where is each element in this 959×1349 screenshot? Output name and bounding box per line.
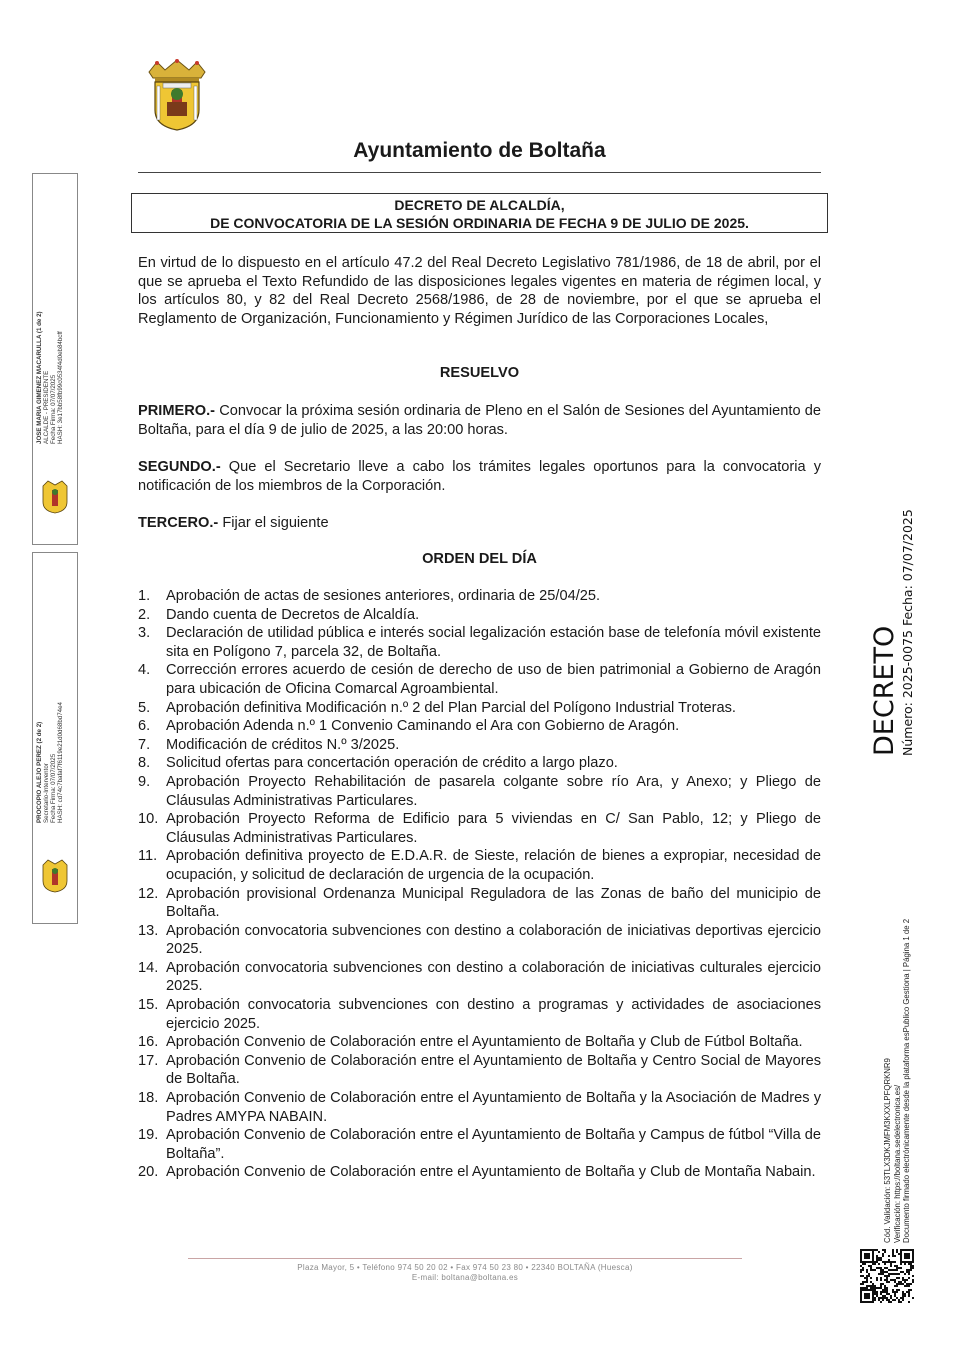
agenda-item-text: Declaración de utilidad pública e interés social legalización estación base de telefonía móvil existente sita en Polígono 7, parcela 32, de Boltaña.	[166, 625, 821, 660]
signature-box-mayor	[32, 173, 78, 545]
agenda-item-text: Aprobación Proyecto Rehabilitación de pasarela colgante sobre río Ara, y Anexo; y Pliego de Cláusulas Administrativas Particulares.	[166, 773, 821, 809]
agenda-item-text: Aprobación Convenio de Colaboración entre el Ayuntamiento de Boltaña y Club de Montaña Nabain.	[166, 1164, 816, 1181]
agenda-item-text: Aprobación convocatoria subvenciones con destino a colaboración de iniciativas culturales ejercicio 2025.	[166, 959, 821, 995]
agenda-item-number: 19.	[138, 1127, 159, 1144]
agenda-item-text: Aprobación definitiva proyecto de E.D.A.R. de Sieste, relación de bienes a expropiar, necesidad de ocupación, y solicitud de declaración de urgencia de la ocupación.	[166, 848, 821, 883]
stamp-word: DECRETO	[869, 625, 900, 756]
stamp-number-date: Número: 2025-0075 Fecha: 07/07/2025	[900, 509, 915, 756]
agenda-item	[138, 606, 821, 625]
agenda-item-number: 6.	[138, 718, 151, 735]
agenda-item-number: 2.	[138, 606, 151, 623]
signer-role: ALCALDE - PRESIDENTE	[43, 370, 50, 444]
decree-title-line2: DE CONVOCATORIA DE LA SESIÓN ORDINARIA DE FECHA 9 DE JULIO DE 2025.	[210, 215, 749, 231]
agenda-item	[138, 754, 821, 773]
agenda-item	[138, 624, 821, 661]
agenda-item-number: 8.	[138, 755, 151, 772]
agenda-item	[138, 661, 821, 698]
agenda-item-text: Aprobación de actas de sesiones anteriores, ordinaria de 25/04/25.	[166, 588, 601, 604]
agenda-item-text: Aprobación convocatoria subvenciones con destino a colaboración de iniciativas deportivas ejercicio 2025.	[166, 922, 821, 958]
agenda-item	[138, 1052, 821, 1089]
organization-title: Ayuntamiento de Boltaña	[353, 139, 606, 162]
primero-paragraph	[138, 402, 821, 439]
agenda-item	[138, 810, 821, 847]
intro-paragraph: En virtud de lo dispuesto en el artículo 47.2 del Real Decreto Legislativo 781/1986, de 18 de abril, por el que se aprueba el Texto Refundido de las disposiciones legales vigentes en materia de régimen local, y los artículos 80, y 82 del Real Decreto 2568/1986, de 28 de noviembre, por el que se aprueba el Reglamento de Organización, Funcionamiento y Régimen Jurídico de las Corporaciones Locales,	[138, 255, 821, 327]
signature-date: Fecha Firma: 07/07/2025	[50, 374, 57, 444]
agenda-item	[138, 773, 821, 810]
footer-divider	[188, 1258, 742, 1259]
segundo-label: SEGUNDO.-	[138, 459, 221, 475]
footer-line2: E-mail: boltana@boltana.es	[411, 1273, 519, 1282]
coat-of-arms-icon	[143, 58, 211, 132]
signature-hash: HASH: 3e17bb58fb99c0534f4d0eb84bcff	[57, 331, 64, 444]
agenda-list	[138, 587, 821, 1182]
agenda-item	[138, 1163, 821, 1182]
agenda-item-number: 1.	[138, 588, 151, 604]
segundo-text: Que el Secretario lleve a cabo los trámites legales oportunos para la convocatoria y notificación de los miembros de la Corporación.	[138, 459, 821, 494]
agenda-item-number: 15.	[138, 997, 159, 1014]
agenda-item	[138, 587, 821, 606]
segundo-paragraph	[138, 458, 821, 495]
verification-block	[883, 838, 923, 1243]
agenda-item	[138, 996, 821, 1033]
agenda-item	[138, 959, 821, 996]
agenda-item-text: Corrección errores acuerdo de cesión de derecho de uso de bien patrimonial a Gobierno de Aragón para ubicación de Oficina Comarcal Agroambiental.	[166, 662, 821, 697]
agenda-item	[138, 847, 821, 884]
verification-url[interactable]: Verificación: https://boltana.sedelectronica.es/	[892, 1084, 902, 1243]
signer-name: PROCOPIO ALEJO PEREZ (2 de 2)	[36, 721, 43, 823]
signature-box-secretary	[32, 552, 78, 924]
page-info: Documento firmado electrónicamente desde la plataforma esPublico Gestiona | Página 1 de 2	[902, 918, 912, 1243]
signature-text	[36, 144, 76, 444]
agenda-item-number: 3.	[138, 625, 151, 642]
title-divider	[138, 172, 821, 173]
agenda-item-number: 13.	[138, 922, 159, 939]
agenda-item	[138, 1089, 821, 1126]
validation-code: Cód. Validación: 53TLX3DKJMFM3KXXLPFQRKNR9	[883, 1058, 892, 1243]
agenda-item-text: Aprobación Proyecto Reforma de Edificio para 5 viviendas en C/ San Pablo, 12; y Pliego de Cláusulas Administrativas Particulares.	[166, 811, 821, 846]
agenda-item-number: 5.	[138, 699, 151, 716]
signature-text	[36, 523, 76, 823]
agenda-item-text: Aprobación Convenio de Colaboración entre el Ayuntamiento de Boltaña y la Asociación de Madres y Padres AMYPA NABAIN.	[166, 1090, 821, 1125]
decree-title-line1: DECRETO DE ALCALDÍA,	[394, 197, 565, 213]
tercero-paragraph	[138, 514, 821, 533]
agenda-item-text: Aprobación convocatoria subvenciones con destino a programas y actividades de asociaciones ejercicio 2025.	[166, 997, 821, 1032]
decree-stamp	[870, 488, 916, 758]
tercero-label: TERCERO.-	[138, 515, 219, 531]
agenda-item-text: Solicitud ofertas para concertación operación de crédito a largo plazo.	[166, 755, 618, 772]
agenda-item-number: 17.	[138, 1052, 159, 1069]
agenda-item	[138, 717, 821, 736]
qr-code-icon	[860, 1249, 914, 1303]
agenda-item-text: Aprobación Convenio de Colaboración entre el Ayuntamiento de Boltaña y Club de Fútbol Boltaña.	[166, 1034, 803, 1051]
agenda-item-number: 18.	[138, 1090, 159, 1107]
agenda-item	[138, 736, 821, 755]
agenda-item	[138, 1033, 821, 1052]
orden-del-dia-heading: ORDEN DEL DÍA	[422, 551, 537, 567]
signature-hash: HASH: cd74c7bafaf7f6119e21d0d68bd74e4	[57, 702, 64, 823]
signer-name: JOSE MARIA GIMENEZ MACARULLA (1 de 2)	[36, 311, 43, 444]
footer-address	[188, 1263, 742, 1283]
agenda-item-number: 4.	[138, 662, 151, 679]
agenda-item	[138, 699, 821, 718]
agenda-item-number: 10.	[138, 811, 159, 828]
agenda-item-text: Aprobación definitiva Modificación n.º 2 del Plan Parcial del Polígono Industrial Troteras.	[166, 699, 736, 716]
agenda-item	[138, 885, 821, 922]
agenda-item-text: Aprobación Adenda n.º 1 Convenio Caminando el Ara con Gobierno de Aragón.	[166, 718, 680, 735]
primero-label: PRIMERO.-	[138, 403, 216, 419]
footer-line1: Plaza Mayor, 5 • Teléfono 974 50 20 02 • Fax 974 50 23 80 • 22340 BOLTAÑA (Huesca)	[297, 1263, 633, 1272]
agenda-item-text: Aprobación Convenio de Colaboración entre el Ayuntamiento de Boltaña y Campus de fútbol “Villa de Boltaña”.	[166, 1127, 821, 1162]
agenda-item-number: 14.	[138, 959, 159, 976]
signature-date: Fecha Firma: 07/07/2025	[50, 753, 57, 823]
agenda-item-number: 11.	[138, 848, 158, 865]
agenda-item-number: 20.	[138, 1164, 159, 1181]
signer-role: Secretario-Interventor	[43, 763, 50, 823]
agenda-item-number: 7.	[138, 736, 151, 753]
signature-crest-icon	[40, 859, 70, 893]
agenda-item-text: Aprobación Convenio de Colaboración entre el Ayuntamiento de Boltaña y Centro Social de Mayores de Boltaña.	[166, 1052, 821, 1088]
primero-text: Convocar la próxima sesión ordinaria de Pleno en el Salón de Sesiones del Ayuntamiento de Boltaña, para el día 9 de julio de 2025, a las 20:00 horas.	[138, 403, 821, 438]
agenda-item	[138, 1126, 821, 1163]
tercero-text: Fijar el siguiente	[218, 515, 329, 531]
agenda-item-number: 16.	[138, 1034, 159, 1051]
agenda-item-number: 12.	[138, 885, 159, 902]
agenda-item-text: Aprobación provisional Ordenanza Municipal Reguladora de las Zonas de baño del municipio de Boltaña.	[166, 885, 821, 921]
agenda-item-text: Modificación de créditos N.º 3/2025.	[166, 736, 400, 753]
resuelvo-heading: RESUELVO	[439, 365, 520, 381]
signature-crest-icon	[40, 480, 70, 514]
decree-title-box	[131, 193, 828, 233]
agenda-item-number: 9.	[138, 773, 151, 790]
agenda-item-text: Dando cuenta de Decretos de Alcaldía.	[166, 606, 420, 623]
agenda-item	[138, 922, 821, 959]
